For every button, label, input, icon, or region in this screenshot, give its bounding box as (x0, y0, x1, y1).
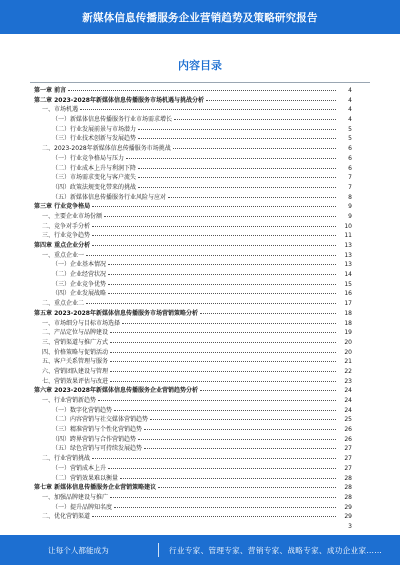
toc-entry-text: 三、营销渠道与推广方式 (42, 338, 109, 346)
toc-page-number: 9 (348, 212, 352, 220)
toc-entry-text: 六、营销团队建设与管理 (42, 367, 109, 375)
toc-entry-text: （四）跨界营销与合作营销趋势 (52, 435, 137, 443)
toc-entry[interactable] (34, 338, 352, 348)
toc-page-number: 4 (348, 87, 352, 94)
toc-page-number: 18 (344, 309, 352, 317)
toc-entry-text: （一）营销成本上升 (52, 464, 107, 472)
toc-entry-text: 二、行业营销挑战 (42, 455, 91, 463)
toc-leader-dots (138, 177, 336, 178)
toc-continuation-page (34, 522, 352, 532)
toc-page-number: 26 (344, 426, 352, 434)
toc-leader-dots (110, 381, 336, 382)
toc-entry[interactable] (34, 435, 352, 445)
toc-divider (30, 82, 370, 83)
toc-entry[interactable] (34, 367, 352, 377)
toc-leader-dots (92, 245, 336, 246)
toc-leader-dots (168, 197, 336, 198)
toc-leader-dots (200, 313, 336, 314)
toc-entry[interactable] (34, 96, 352, 106)
toc-entry[interactable] (34, 483, 352, 493)
toc-page-number: 6 (348, 154, 352, 162)
toc-entry[interactable] (34, 134, 352, 144)
toc-entry[interactable] (34, 309, 352, 319)
toc-entry-text: （四）企业发展战略 (52, 290, 107, 298)
report-title-bar (0, 0, 400, 34)
toc-leader-dots (122, 323, 336, 324)
toc-entry[interactable] (34, 105, 352, 115)
toc-entry[interactable] (34, 348, 352, 358)
toc-leader-dots (173, 148, 336, 149)
toc-entry[interactable] (34, 164, 352, 174)
table-of-contents (34, 86, 352, 532)
toc-leader-dots (108, 468, 336, 469)
toc-entry-text: （二）行业发展前景与市场潜力 (52, 125, 137, 133)
toc-entry-text: （五）新媒体信息传播服务行业风险与应对 (52, 193, 167, 201)
toc-page-number: 25 (344, 416, 352, 424)
toc-entry-text: 一、市场机遇 (42, 106, 79, 114)
report-title: 新媒体信息传播服务企业营销趋势及策略研究报告 (82, 11, 318, 24)
toc-leader-dots (108, 274, 336, 275)
toc-entry-text: 二、优化营销渠道 (42, 513, 91, 521)
toc-leader-dots (110, 342, 336, 343)
toc-entry-text: （二）内容营销与社交媒体营销趋势 (52, 416, 149, 424)
toc-page-number: 24 (344, 406, 352, 414)
toc-leader-dots (200, 390, 336, 391)
toc-entry-text: （一）数字化营销趋势 (52, 406, 113, 414)
toc-leader-dots (110, 332, 336, 333)
toc-entry[interactable] (34, 193, 352, 203)
toc-page-number: 27 (344, 455, 352, 463)
toc-entry[interactable] (34, 289, 352, 299)
toc-page-number: 18 (344, 319, 352, 327)
toc-page-number: 13 (344, 251, 352, 259)
toc-entry-text: （三）市场需求变化与客户流失 (52, 174, 137, 182)
toc-entry[interactable] (34, 357, 352, 367)
toc-leader-dots (110, 371, 336, 372)
toc-entry-text: 一、行业营销新趋势 (42, 397, 97, 404)
toc-leader-dots (138, 129, 336, 130)
toc-entry-text: 四、价格策略与促销活动 (42, 348, 109, 356)
toc-entry-text: 二、竞争对手分析 (42, 222, 91, 230)
toc-entry[interactable] (34, 183, 352, 193)
toc-entry[interactable] (34, 231, 352, 241)
toc-page-number: 24 (344, 397, 352, 404)
toc-leader-dots (110, 352, 336, 353)
toc-entry[interactable] (34, 493, 352, 503)
toc-page-number: 4 (348, 96, 352, 104)
toc-entry[interactable] (34, 464, 352, 474)
toc-entry-text: （一）提升品牌知名度 (52, 503, 113, 511)
toc-leader-dots (92, 516, 336, 517)
toc-entry-text: （四）政策法规变化带来的挑战 (52, 183, 137, 191)
toc-entry-text: 第七章 新媒体信息传播服务企业营销策略建议 (34, 484, 157, 492)
toc-entry[interactable] (34, 154, 352, 164)
toc-page-number: 26 (344, 435, 352, 443)
toc-leader-dots (138, 138, 336, 139)
toc-entry[interactable] (34, 222, 352, 232)
toc-page-number: 6 (348, 164, 352, 172)
toc-leader-dots (110, 361, 336, 362)
toc-entry-text: 二、2023-2028年新媒体信息传播服务市场挑战 (42, 145, 171, 153)
toc-entry-text: （一）新媒体信息传播服务行业市场需求增长 (52, 116, 173, 124)
footer-bar (0, 535, 400, 565)
toc-entry-text: （五）绿色营销与可持续发展趋势 (52, 445, 143, 453)
toc-entry-text: 一、重点企业一 (42, 251, 85, 259)
toc-entry[interactable] (34, 328, 352, 338)
toc-leader-dots (98, 400, 336, 401)
toc-entry[interactable] (34, 270, 352, 280)
toc-entry-text: 二、重点企业二 (42, 300, 85, 308)
toc-entry-text: （三）精准营销与个性化营销趋势 (52, 426, 143, 434)
toc-entry[interactable] (34, 319, 352, 329)
toc-page-number: 17 (344, 300, 352, 308)
toc-page-number: 16 (344, 290, 352, 298)
toc-leader-dots (108, 264, 336, 265)
toc-page-number: 7 (348, 183, 352, 191)
toc-page-number: 28 (344, 474, 352, 482)
toc-leader-dots (138, 439, 336, 440)
toc-leader-dots (120, 478, 336, 479)
toc-entry[interactable] (34, 386, 352, 396)
toc-leader-dots (86, 303, 336, 304)
toc-page-number: 6 (348, 145, 352, 153)
toc-leader-dots (92, 458, 336, 459)
toc-leader-dots (174, 119, 336, 120)
toc-page-number: 5 (348, 135, 352, 143)
toc-entry-text: 三、行业竞争趋势 (42, 232, 91, 240)
toc-entry[interactable] (34, 173, 352, 183)
toc-entry[interactable] (34, 415, 352, 425)
toc-entry[interactable] (34, 115, 352, 125)
toc-continuation-page-number: 3 (348, 522, 352, 530)
toc-leader-dots (114, 507, 336, 508)
footer-tagline: 行业专家、管理专家、营销专家、战略专家、成功企业家…… (169, 545, 383, 555)
toc-entry[interactable] (34, 444, 352, 454)
toc-page-number: 22 (344, 367, 352, 375)
toc-entry[interactable] (34, 202, 352, 212)
toc-entry-text: （二）营销效果难以衡量 (52, 474, 119, 482)
toc-page-number: 4 (348, 116, 352, 124)
toc-entry[interactable] (34, 86, 352, 96)
toc-entry[interactable] (34, 260, 352, 270)
toc-page-number: 29 (344, 503, 352, 511)
toc-entry[interactable] (34, 425, 352, 435)
toc-entry-text: （二）行业成本上升与利润下降 (52, 164, 137, 172)
toc-entry[interactable] (34, 299, 352, 309)
toc-page-number: 11 (344, 232, 352, 240)
toc-entry-text: （三）行业技术创新与发展趋势 (52, 135, 137, 143)
toc-leader-dots (104, 216, 336, 217)
toc-leader-dots (150, 419, 336, 420)
toc-page-number: 10 (344, 222, 352, 230)
toc-page-number: 27 (344, 464, 352, 472)
toc-page-number: 19 (344, 329, 352, 337)
toc-page-number: 29 (344, 513, 352, 521)
toc-leader-dots (138, 168, 336, 169)
toc-entry-text: 第四章 重点企业分析 (34, 242, 91, 249)
toc-entry[interactable] (34, 503, 352, 513)
toc-entry[interactable] (34, 474, 352, 484)
toc-page-number: 20 (344, 338, 352, 346)
toc-leader-dots (126, 158, 336, 159)
toc-entry-text: （二）企业经营状况 (52, 271, 107, 279)
toc-leader-dots (144, 429, 336, 430)
toc-leader-dots (158, 487, 336, 488)
footer-separator (158, 543, 159, 557)
toc-entry[interactable] (34, 280, 352, 290)
toc-page-number: 21 (344, 358, 352, 366)
toc-entry-text: （三）企业竞争优势 (52, 280, 107, 288)
toc-page-number: 28 (344, 493, 352, 501)
footer-slogan: 让每个人都能成为 (48, 545, 109, 555)
toc-entry-text: 第三章 行业竞争格局 (34, 203, 91, 211)
toc-page-number: 14 (344, 271, 352, 279)
toc-leader-dots (68, 90, 336, 91)
toc-entry-text: 第一章 前言 (34, 87, 67, 94)
toc-entry-text: 第二章 2023-2028年新媒体信息传播服务市场机遇与挑战分析 (34, 96, 204, 104)
toc-leader-dots (92, 206, 336, 207)
toc-leader-dots (80, 109, 336, 110)
toc-entry[interactable] (34, 251, 352, 261)
toc-page-number: 23 (344, 377, 352, 385)
toc-entry-text: 第五章 2023-2028年新媒体信息传播服务市场营销策略分析 (34, 309, 198, 317)
toc-leader-dots (108, 293, 336, 294)
toc-leader-dots (92, 235, 336, 236)
toc-entry[interactable] (34, 241, 352, 251)
toc-entry-text: 五、客户关系管理与服务 (42, 358, 109, 366)
toc-page-number: 4 (348, 106, 352, 114)
toc-page-number: 13 (344, 261, 352, 269)
toc-entry[interactable] (34, 144, 352, 154)
toc-page-number: 20 (344, 348, 352, 356)
toc-title: 内容目录 (178, 59, 222, 72)
toc-page-number: 28 (344, 484, 352, 492)
toc-entry-text: （一）企业基本情况 (52, 261, 107, 269)
toc-entry-text: 一、加强品牌建设与推广 (42, 493, 109, 501)
toc-entry[interactable] (34, 406, 352, 416)
toc-leader-dots (110, 497, 336, 498)
toc-entry-text: 一、市场细分与目标市场选择 (42, 319, 121, 327)
toc-leader-dots (138, 187, 336, 188)
toc-leader-dots (108, 284, 336, 285)
toc-leader-dots (114, 410, 336, 411)
toc-entry-text: （一）行业竞争格局与压力 (52, 154, 125, 162)
toc-entry[interactable] (34, 454, 352, 464)
toc-page-number: 8 (348, 193, 352, 201)
toc-leader-dots (92, 226, 336, 227)
toc-leader-dots (144, 448, 336, 449)
toc-entry[interactable] (34, 125, 352, 135)
toc-page-number: 7 (348, 174, 352, 182)
toc-page-number: 5 (348, 125, 352, 133)
toc-leader-dots (86, 255, 336, 256)
toc-page-number: 27 (344, 445, 352, 453)
toc-page-number: 9 (348, 203, 352, 211)
toc-entry-text: 二、产品定位与品牌建设 (42, 329, 109, 337)
toc-entry-text: 七、营销效果评估与改进 (42, 377, 109, 385)
toc-page-number: 24 (344, 387, 352, 395)
toc-entry-text: 第六章 2023-2028年新媒体信息传播服务企业营销趋势分析 (34, 387, 198, 395)
toc-page-number: 15 (344, 280, 352, 288)
toc-entry[interactable] (34, 512, 352, 522)
toc-page-number: 13 (344, 242, 352, 249)
toc-leader-dots (206, 100, 336, 101)
toc-entry[interactable] (34, 377, 352, 387)
toc-entry[interactable] (34, 212, 352, 222)
toc-entry-text: 一、主要企业市场份额 (42, 212, 103, 220)
toc-entry[interactable] (34, 396, 352, 406)
